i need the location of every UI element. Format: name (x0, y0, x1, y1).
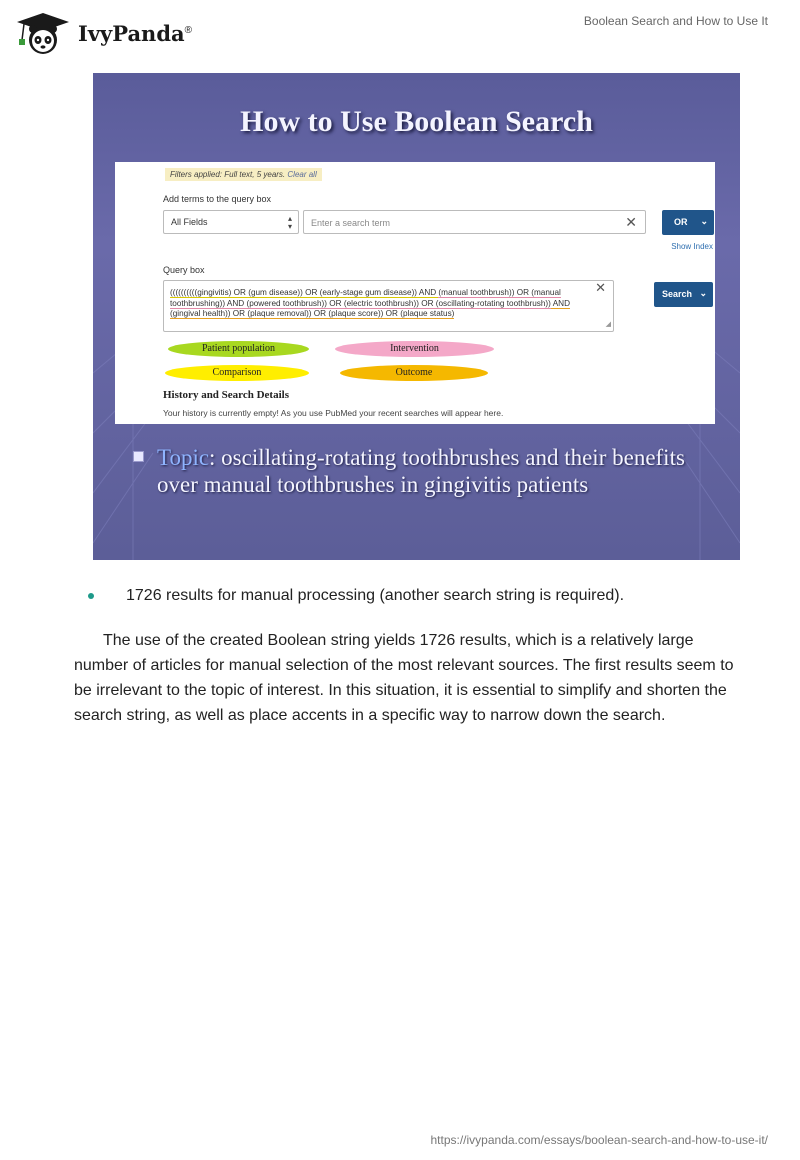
legend-outcome: Outcome (340, 365, 488, 381)
running-title: Boolean Search and How to Use It (583, 14, 768, 28)
query-box[interactable] (163, 280, 614, 332)
clear-query-icon[interactable]: ✕ (595, 280, 606, 295)
body-paragraph: The use of the created Boolean string yields 1726 results, which is a relatively large number of articles for manual selection of the most relevant sources. The first results seem to be irrelevant to the topic of interest. In this situation, it is essential to simplify and shorten the search string, as well as place accents in a specific way to narrow down the search. (74, 632, 734, 724)
chevron-down-icon: ⌄ (699, 288, 707, 298)
square-bullet-icon (133, 451, 144, 462)
legend-patient-population: Patient population (168, 341, 309, 357)
filters-applied: Filters applied: Full text, 5 years. Clear all (165, 168, 322, 181)
site-logo[interactable] (14, 10, 192, 56)
slide-bullet (133, 444, 693, 498)
resize-handle-icon[interactable]: ◢ (605, 320, 611, 328)
query-part-outcome: AND (gingival health)) OR (plaque removal)) OR (plaque score)) OR (plaque status) (170, 298, 570, 318)
topic-text: : oscillating-rotating toothbrushes and their benefits over manual toothbrushes in gingivitis patients (157, 445, 685, 497)
select-arrows-icon: ▴ ▾ (287, 214, 292, 231)
add-terms-label: Add terms to the query box (163, 194, 272, 204)
slide-title: How to Use Boolean Search (240, 105, 593, 138)
history-text: Your history is currently empty! As you use PubMed your recent searches will appear here. (163, 408, 504, 418)
bullet-dot-icon (88, 593, 94, 599)
query-part-intervention: (powered toothbrush)) OR (electric toothbrush)) OR (oscillating-rotating toothbrush)) (244, 298, 551, 308)
pubmed-screenshot (115, 162, 715, 424)
clear-all-link[interactable]: Clear all (287, 170, 317, 179)
legend-comparison: Comparison (165, 365, 309, 381)
field-select[interactable]: All Fields ▴ ▾ (163, 210, 299, 234)
history-title: History and Search Details (163, 389, 289, 401)
query-part-population: ((((((((((gingivitis) OR (gum disease)) OR (early-stage gum disease)) AND (170, 288, 439, 297)
legend-intervention: Intervention (335, 341, 494, 357)
logo-text: IvyPanda® (78, 20, 192, 46)
clear-input-icon[interactable]: ✕ (625, 214, 637, 230)
panda-graduate-icon (14, 10, 72, 56)
slide-image (93, 73, 740, 560)
chevron-down-icon: ⌄ (700, 216, 708, 226)
query-box-label: Query box (163, 265, 205, 275)
search-button[interactable]: Search ⌄ (654, 282, 713, 307)
topic-label: Topic (157, 445, 210, 470)
show-index-link[interactable]: Show Index (671, 242, 713, 251)
list-item-text: 1726 results for manual processing (another search string is required). (126, 587, 625, 604)
query-part-comparison: (manual toothbrush)) OR (manual toothbrushing)) AND (170, 288, 561, 308)
or-button[interactable]: OR ⌄ (662, 210, 714, 235)
search-term-input[interactable]: Enter a search term ✕ (303, 210, 646, 234)
footer-url[interactable]: https://ivypanda.com/essays/boolean-search-and-how-to-use-it/ (430, 1133, 768, 1147)
